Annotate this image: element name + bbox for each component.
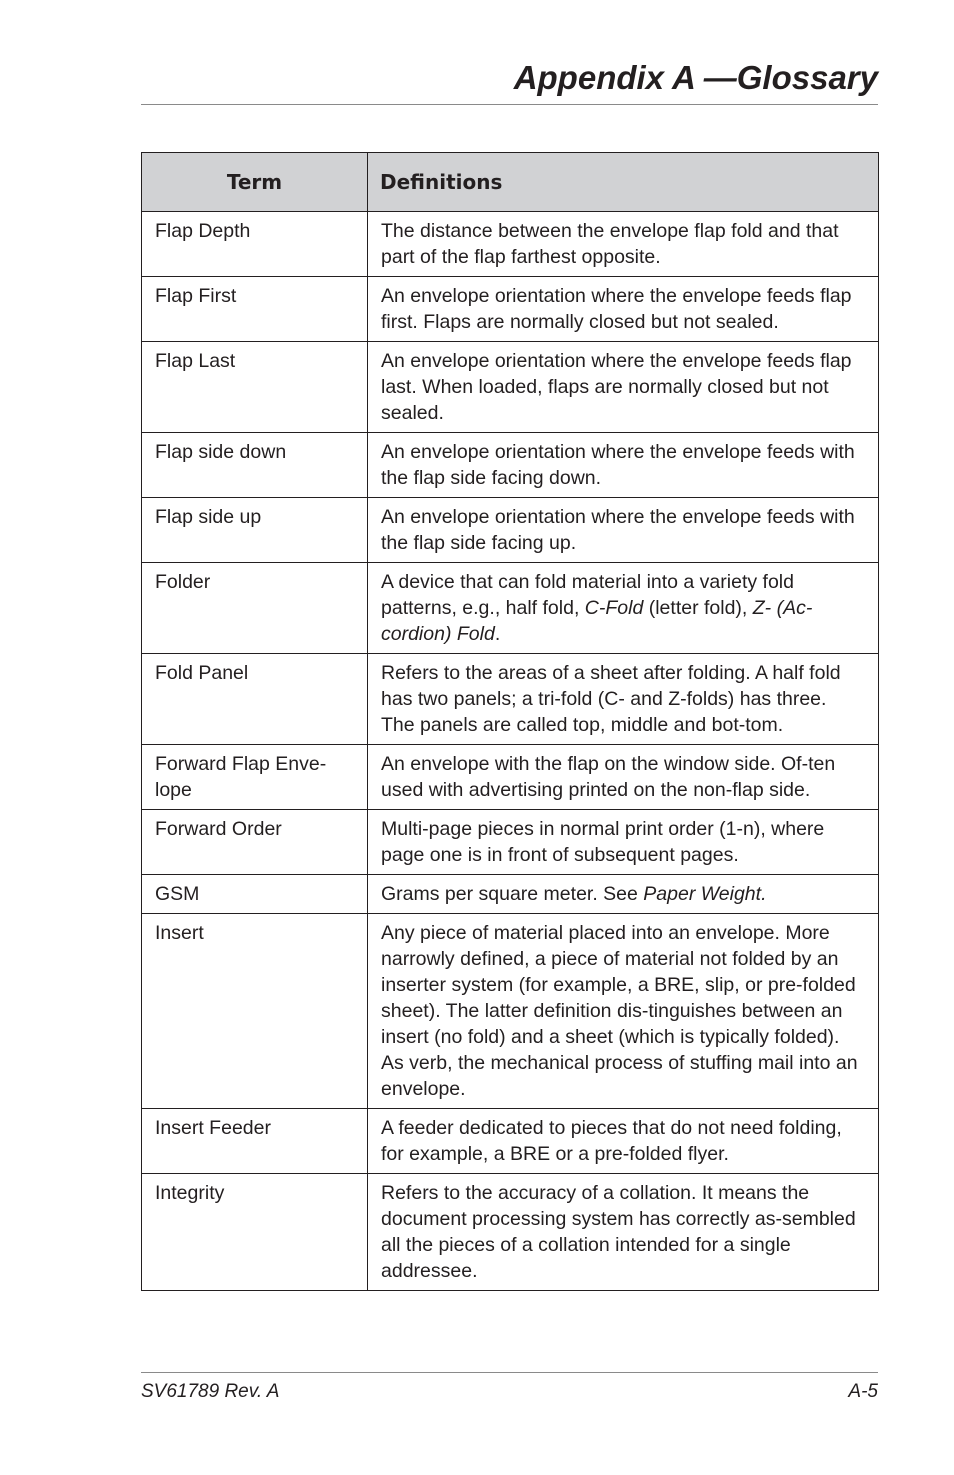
- document-id: SV61789 Rev. A: [141, 1381, 280, 1402]
- table-row: [142, 914, 879, 1109]
- definition-cell: Refers to the accuracy of a collation. It means the document processing system has correctly as-sembled all the pieces of a collation intended for a single addressee.: [368, 1174, 879, 1291]
- term-cell: Flap Last: [142, 342, 368, 433]
- table-row: [142, 654, 879, 745]
- table-row: [142, 563, 879, 654]
- term-cell: Flap Depth: [142, 212, 368, 277]
- page-number: A-5: [848, 1381, 878, 1402]
- definition-cell: An envelope orientation where the envelope feeds with the flap side facing up.: [368, 498, 879, 563]
- table-row: [142, 1174, 879, 1291]
- definition-cell: An envelope orientation where the envelope feeds with the flap side facing down.: [368, 433, 879, 498]
- table-row: [142, 810, 879, 875]
- term-cell: Flap First: [142, 277, 368, 342]
- table-row: [142, 342, 879, 433]
- definition-emphasis: Z- (Ac-cordion) Fold: [381, 597, 813, 645]
- definition-cell: The distance between the envelope flap fold and that part of the flap farthest opposite.: [368, 212, 879, 277]
- definition-cell: Refers to the areas of a sheet after folding. A half fold has two panels; a tri-fold (C- and Z-folds) has three. The panels are called top, middle and bot-tom.: [368, 654, 879, 745]
- term-cell: Insert Feeder: [142, 1109, 368, 1174]
- term-cell: Folder: [142, 563, 368, 654]
- table-row: [142, 277, 879, 342]
- definition-text: A device that can fold material into a variety fold patterns, e.g., half fold,: [381, 571, 794, 619]
- definition-text: As verb, the mechanical process of stuffing mail into an envelope.: [381, 1052, 858, 1100]
- table-header-row: [142, 153, 879, 212]
- definition-text: Grams per square meter. See: [381, 883, 644, 905]
- table-row: [142, 433, 879, 498]
- term-cell: Flap side up: [142, 498, 368, 563]
- definition-cell: An envelope orientation where the envelope feeds flap last. When loaded, flaps are normally closed but not sealed.: [368, 342, 879, 433]
- definition-text: Any piece of material placed into an envelope. More narrowly defined, a piece of material not folded by an inserter system (for example, a BRE, slip, or pre-folded sheet). The latter definition dis-tinguishes between an insert (no fold) and a sheet (which is typically folded).: [381, 922, 856, 1048]
- term-cell: GSM: [142, 875, 368, 914]
- column-header-definitions: Definitions: [368, 153, 879, 212]
- term-cell: Forward Order: [142, 810, 368, 875]
- header-divider: [141, 104, 878, 105]
- definition-text: .: [494, 623, 501, 645]
- term-cell: Fold Panel: [142, 654, 368, 745]
- definition-cell: An envelope orientation where the envelope feeds flap first. Flaps are normally closed but not sealed.: [368, 277, 879, 342]
- table-row: [142, 498, 879, 563]
- definition-cell: Multi-page pieces in normal print order (1-n), where page one is in front of subsequent pages.: [368, 810, 879, 875]
- term-cell: Flap side down: [142, 433, 368, 498]
- term-cell: Forward Flap Enve-lope: [142, 745, 368, 810]
- page-title: Appendix A —Glossary: [513, 59, 878, 96]
- definition-cell: An envelope with the flap on the window side. Of-ten used with advertising printed on the non-flap side.: [368, 745, 879, 810]
- definition-cell: [368, 875, 879, 914]
- definition-cell: [368, 563, 879, 654]
- glossary-table: [141, 152, 879, 1291]
- footer-divider: [141, 1372, 878, 1373]
- term-cell: Insert: [142, 914, 368, 1109]
- table-row: [142, 1109, 879, 1174]
- definition-text: (letter fold),: [643, 597, 753, 619]
- definition-emphasis: Paper Weight.: [643, 883, 767, 905]
- table-row: [142, 745, 879, 810]
- table-row: [142, 212, 879, 277]
- table-row: [142, 875, 879, 914]
- definition-cell: [368, 914, 879, 1109]
- definition-cell: A feeder dedicated to pieces that do not need folding, for example, a BRE or a pre-folded flyer.: [368, 1109, 879, 1174]
- definition-emphasis: C-Fold: [584, 597, 644, 619]
- column-header-term: Term: [142, 153, 368, 212]
- term-cell: Integrity: [142, 1174, 368, 1291]
